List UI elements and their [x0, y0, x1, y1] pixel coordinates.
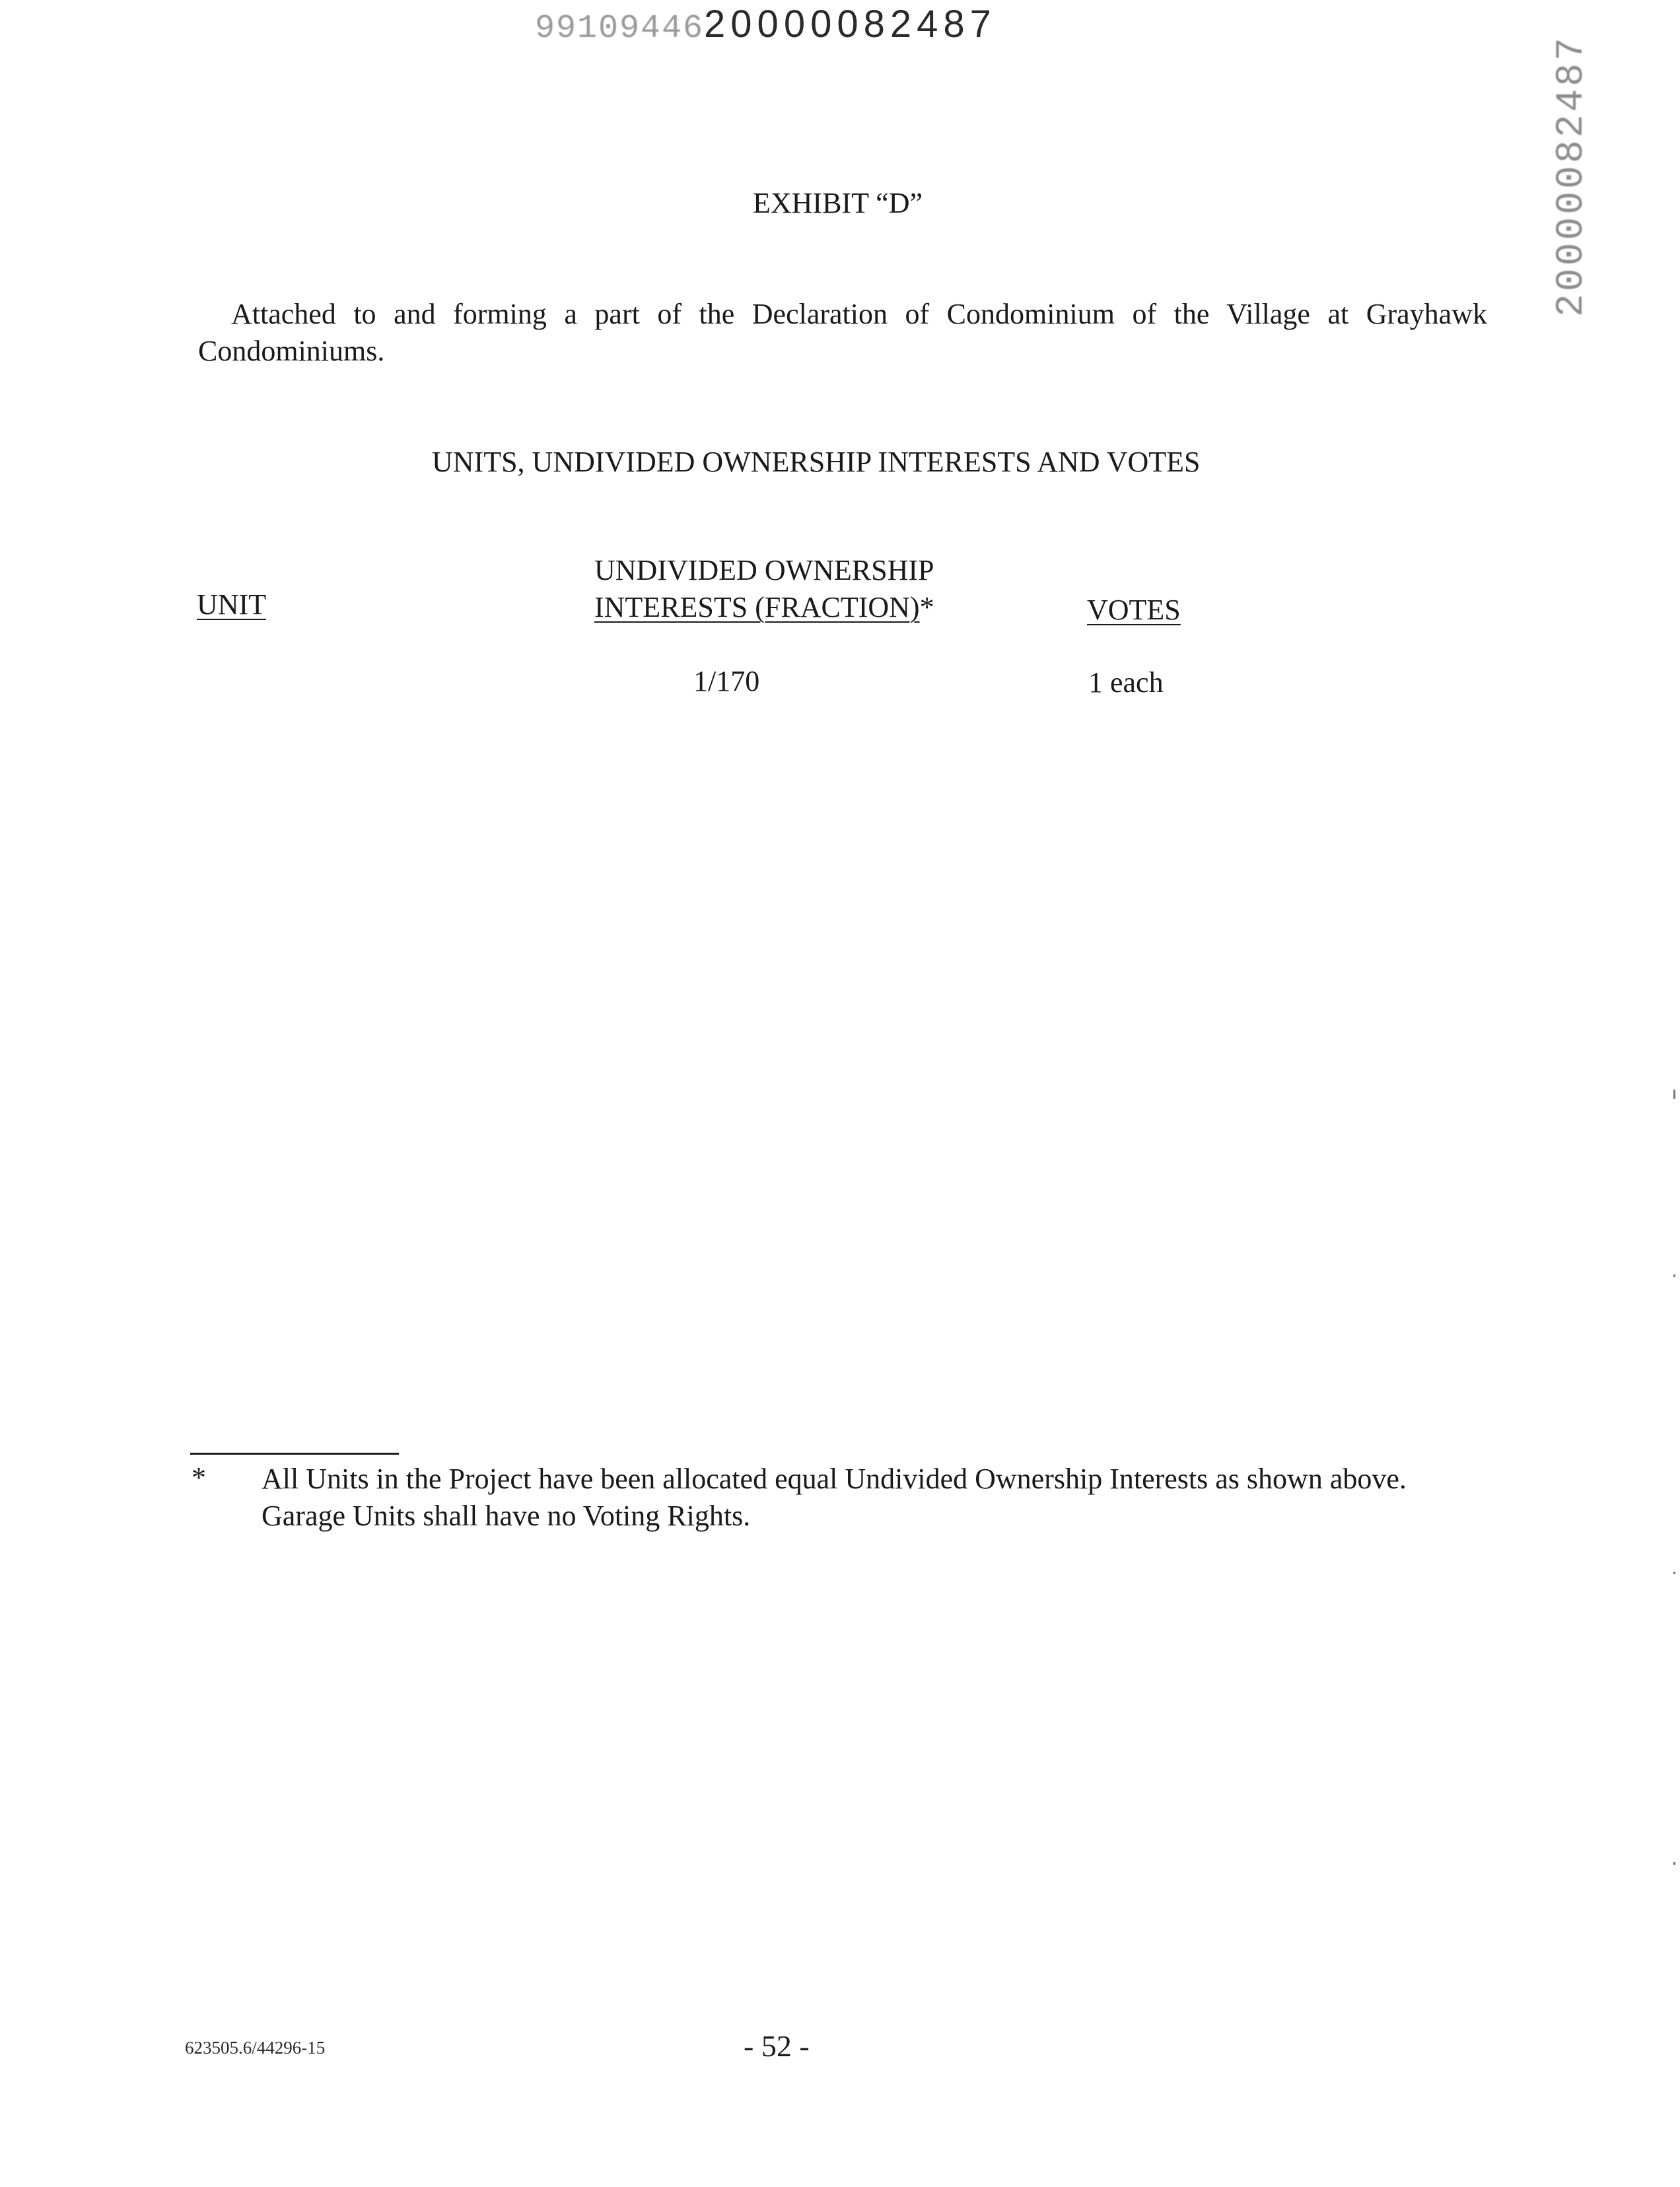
- column-header-unit: [197, 586, 266, 623]
- intro-line-1: Attached to and forming a part of the Declaration of Condominium of the Village at Grayhawk: [231, 298, 1487, 330]
- table-cell-votes: 1 each: [1088, 666, 1164, 699]
- scan-edge-mark: [1673, 1090, 1675, 1099]
- votes-header-label: VOTES: [1087, 594, 1181, 626]
- footnote-divider: [190, 1453, 399, 1455]
- column-header-interest: [594, 552, 934, 626]
- recording-stamp: [535, 1, 997, 52]
- footnote-line-2: Garage Units shall have no Voting Rights.: [262, 1500, 751, 1532]
- interest-footnote-marker: *: [919, 591, 934, 623]
- faint-stamp-number: 99109446: [535, 10, 705, 48]
- scan-edge-mark: [1673, 1862, 1675, 1865]
- document-code: 623505.6/44296-15: [185, 2038, 326, 2058]
- scan-edge-mark: [1673, 1572, 1675, 1574]
- section-heading: UNITS, UNDIVIDED OWNERSHIP INTERESTS AND VOTES: [432, 446, 1201, 478]
- interest-header-line-2: INTERESTS (FRACTION): [594, 591, 920, 623]
- page-number: - 52 -: [744, 2029, 810, 2063]
- table-cell-fraction: 1/170: [693, 665, 760, 697]
- footnote-line-1: All Units in the Project have been allocated equal Undivided Ownership Interests as shown above.: [262, 1463, 1407, 1495]
- column-header-votes: [1087, 592, 1181, 629]
- footnote-marker: *: [192, 1461, 206, 1494]
- footnote-text: [262, 1461, 1407, 1535]
- unit-header-label: UNIT: [197, 588, 267, 621]
- scan-edge-mark: [1673, 1274, 1675, 1277]
- intro-line-2: Condominiums.: [198, 335, 385, 367]
- interest-header-line-1: UNDIVIDED OWNERSHIP: [594, 554, 934, 586]
- interest-header-line-2-wrap: [594, 589, 934, 626]
- side-recording-stamp: [1549, 35, 1602, 317]
- exhibit-title: EXHIBIT “D”: [753, 187, 923, 219]
- intro-paragraph: [198, 296, 1487, 370]
- side-stamp-number: 20000082487: [1551, 35, 1593, 317]
- recording-number: 20000082487: [704, 3, 997, 46]
